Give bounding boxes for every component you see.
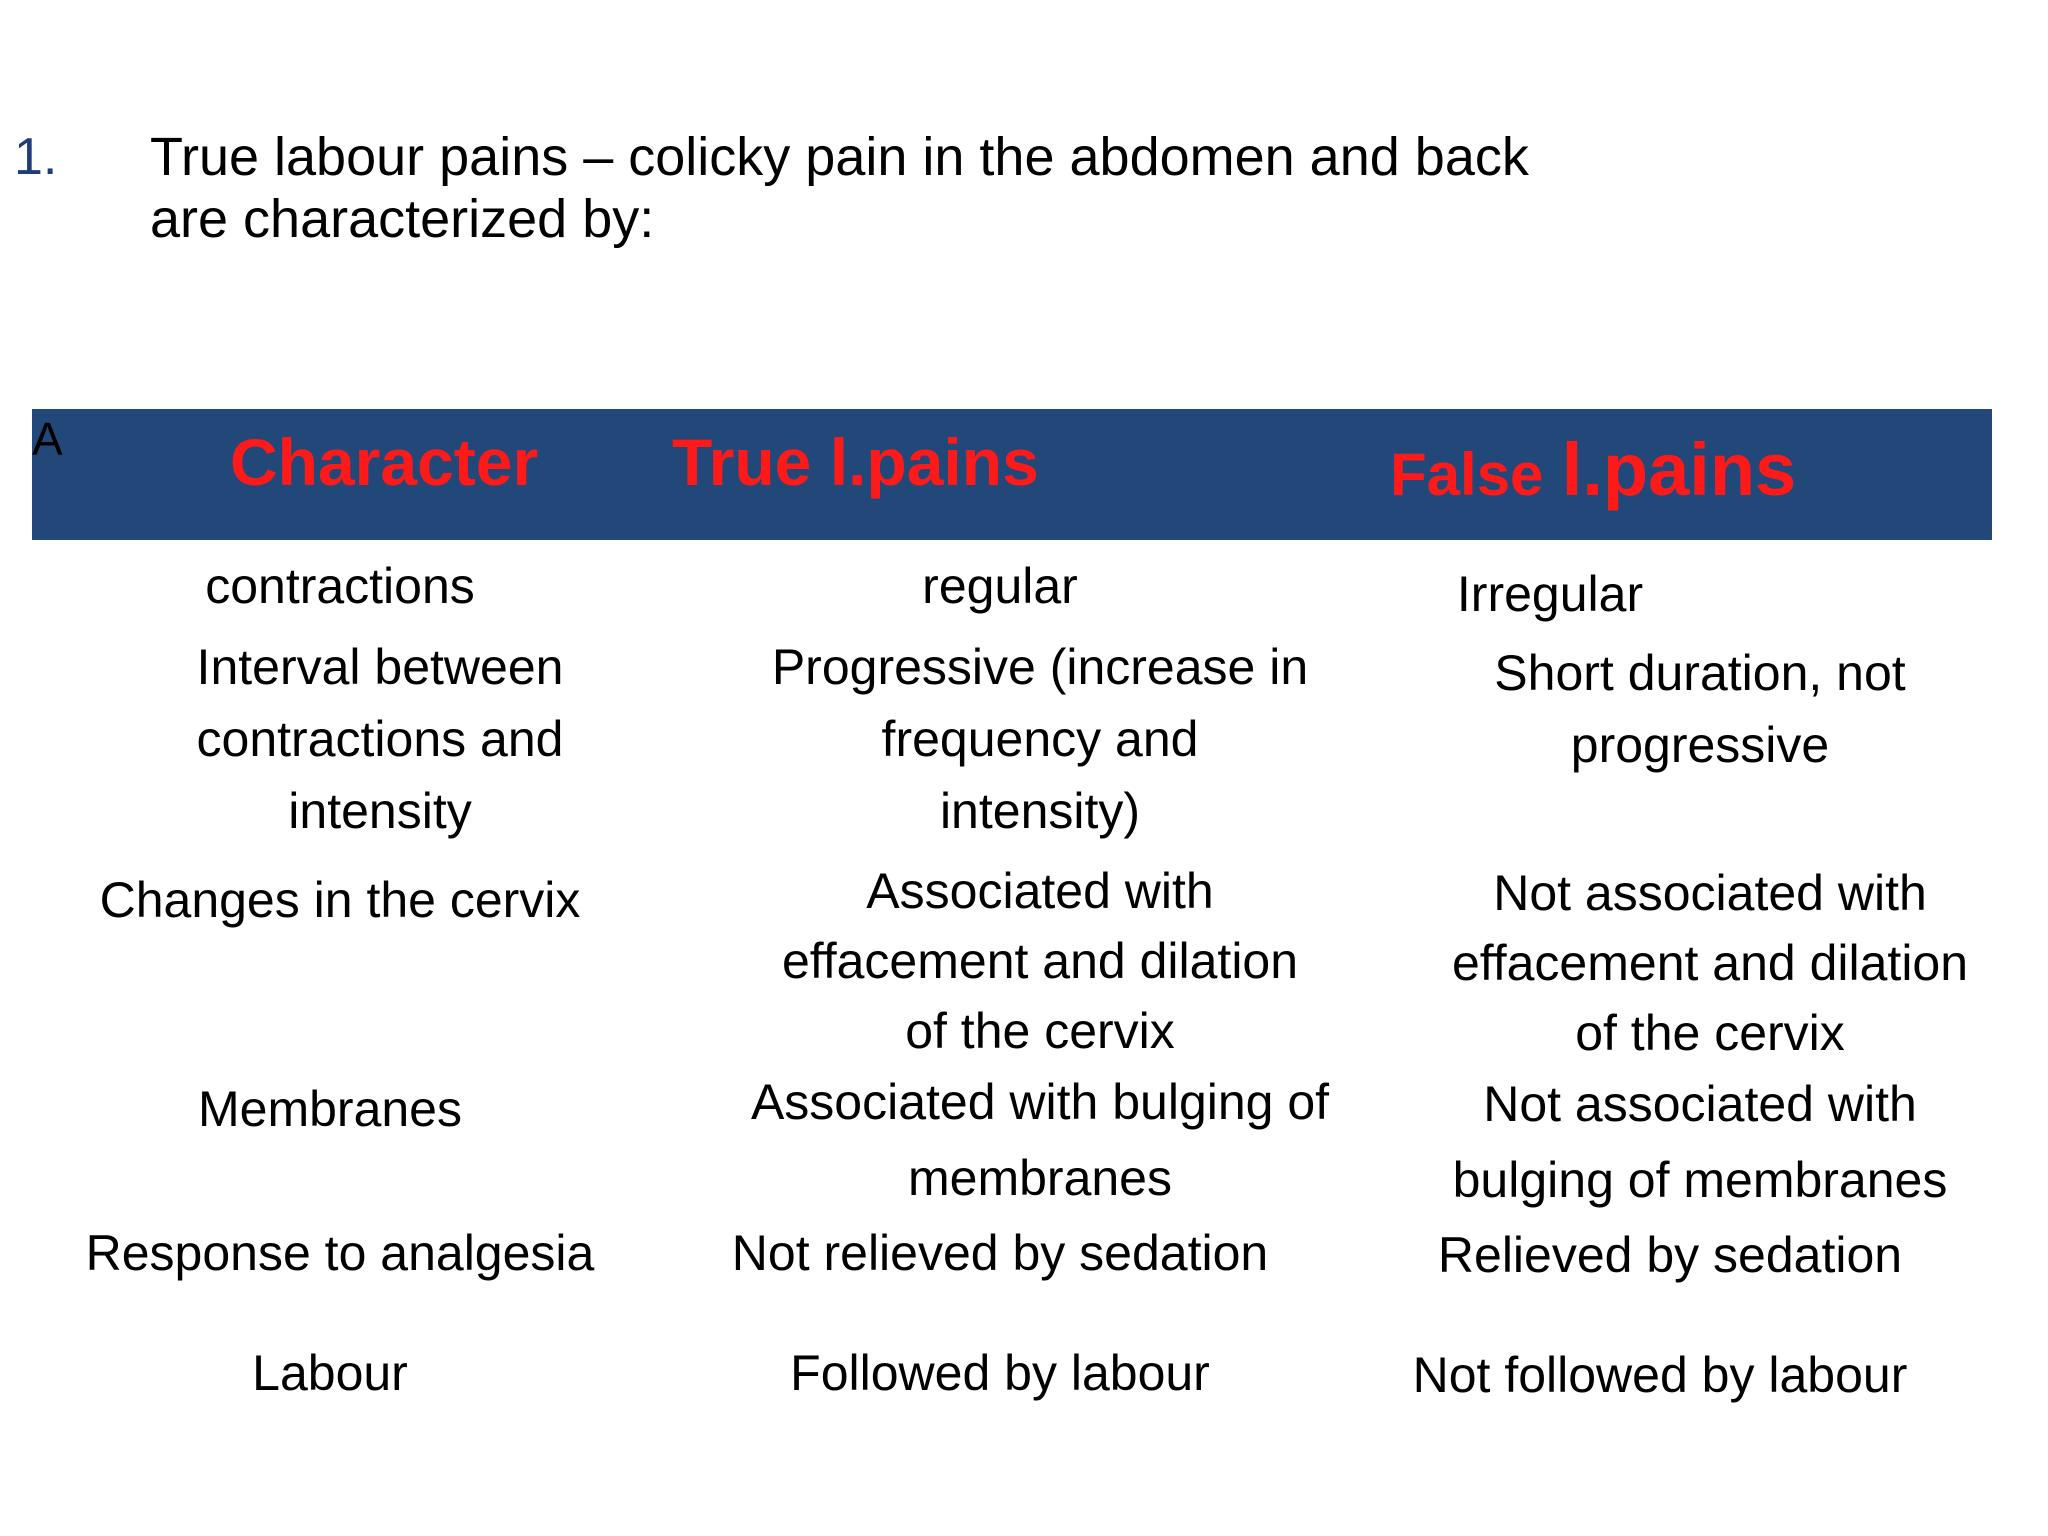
cell-row5-false: Relieved by sedation (1437, 1227, 1903, 1283)
cell-row4-true: Associated with bulging of membranes (750, 1074, 1330, 1206)
header-false-pains (1390, 430, 1796, 515)
question-text (150, 126, 1529, 250)
cell-row2-false: Short duration, not progressive (1494, 645, 1906, 773)
cell-row4-false: Not associated with bulging of membranes (1452, 1076, 1948, 1208)
cell-row3-character: Changes in the cervix (99, 872, 581, 928)
cell-row6-true: Followed by labour (790, 1345, 1210, 1401)
cell-row5-character: Response to analgesia (85, 1225, 595, 1281)
header-character: Character (230, 425, 539, 499)
cell-row1-character: contractions (205, 558, 475, 614)
question-line-1: True labour pains – colicky pain in the abdomen and back (150, 127, 1529, 187)
cell-row2-character: Interval between contractions and intensity (196, 639, 564, 839)
cell-row4-character: Membranes (198, 1081, 462, 1137)
question-line-2: are characterized by: (150, 189, 655, 249)
header-true-pains: True l.pains (672, 425, 1039, 499)
cell-row2-true: Progressive (increase in frequency and intensity) (771, 639, 1309, 839)
cell-row1-false: Irregular (1456, 566, 1644, 622)
header-false-word: False (1390, 441, 1544, 508)
cell-row6-false: Not followed by labour (1412, 1347, 1908, 1403)
cell-row3-false: Not associated with effacement and dilation of the cervix (1451, 865, 1969, 1061)
cell-row3-true: Associated with effacement and dilation of the cervix (781, 863, 1299, 1059)
cell-row6-character: Labour (252, 1345, 408, 1401)
header-false-rest: l.pains (1561, 428, 1797, 511)
table-marker: A (32, 413, 63, 465)
cell-row1-true: regular (922, 558, 1078, 614)
cell-row5-true: Not relieved by sedation (731, 1225, 1269, 1281)
question-number: 1. (14, 128, 58, 186)
